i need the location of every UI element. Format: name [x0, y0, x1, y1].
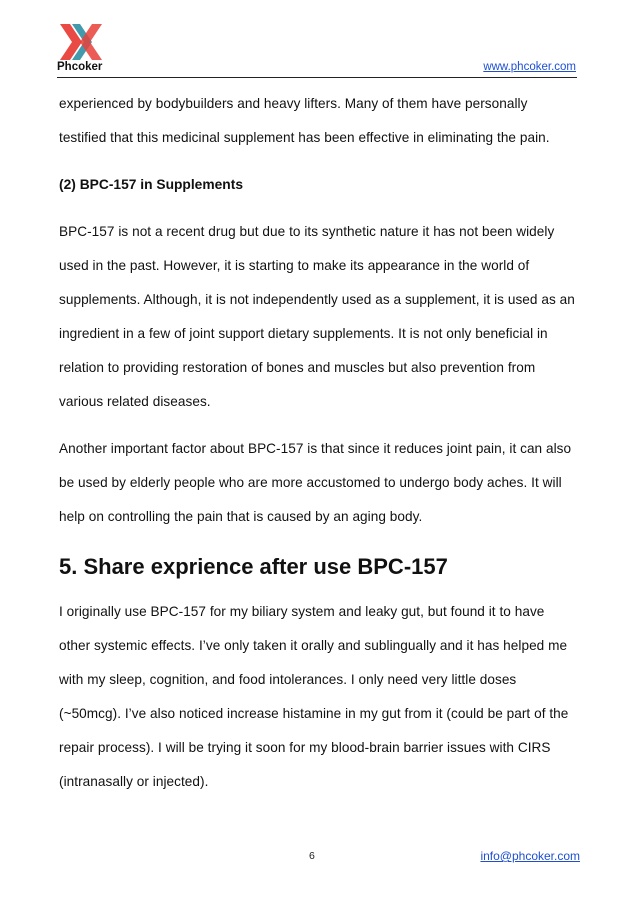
paragraph-supplements	[59, 215, 584, 419]
phcoker-logo	[58, 22, 104, 62]
text-line: (intranasally or injected).	[59, 774, 209, 789]
text-line: experienced by bodybuilders and heavy lifters. Many of them have personally	[59, 96, 528, 111]
text-line: repair process). I will be trying it soon for my blood-brain barrier issues with CIRS	[59, 740, 551, 755]
text-line: be used by elderly people who are more accustomed to undergo body aches. It will	[59, 475, 562, 490]
section-heading: 5. Share exprience after use BPC-157	[59, 554, 448, 579]
section-subheading: (2) BPC-157 in Supplements	[59, 177, 243, 192]
text-line: other systemic effects. I’ve only taken it orally and sublingually and it has helped me	[59, 638, 568, 653]
paragraph-pain-relief	[59, 87, 584, 155]
page-header	[0, 0, 638, 80]
text-line: Another important factor about BPC-157 is that since it reduces joint pain, it can also	[59, 441, 572, 456]
text-line: ingredient in a few of joint support dietary supplements. It is not only beneficial in	[59, 326, 548, 341]
header-divider	[57, 77, 577, 78]
brand-name: Phcoker	[57, 61, 103, 73]
email-link[interactable]: info@phcoker.com	[480, 849, 580, 863]
page-number: 6	[309, 850, 315, 862]
text-line: relation to providing restoration of bones and muscles but also prevention from	[59, 360, 536, 375]
text-line: used in the past. However, it is starting to make its appearance in the world of	[59, 258, 530, 273]
text-line: I originally use BPC-157 for my biliary system and leaky gut, but found it to have	[59, 604, 545, 619]
paragraph-experience	[59, 595, 584, 799]
text-line: supplements. Although, it is not independently used as a supplement, it is used as an	[59, 292, 575, 307]
text-line: various related diseases.	[59, 394, 211, 409]
website-link[interactable]: www.phcoker.com	[483, 61, 576, 73]
text-line: testified that this medicinal supplement has been effective in eliminating the pain.	[59, 130, 550, 145]
text-line: (~50mcg). I’ve also noticed increase histamine in my gut from it (could be part of the	[59, 706, 569, 721]
text-line: BPC-157 is not a recent drug but due to its synthetic nature it has not been widely	[59, 224, 555, 239]
text-line: help on controlling the pain that is caused by an aging body.	[59, 509, 423, 524]
document-body	[59, 87, 584, 799]
text-line: with my sleep, cognition, and food intolerances. I only need very little doses	[59, 672, 517, 687]
paragraph-joint-pain	[59, 432, 584, 534]
